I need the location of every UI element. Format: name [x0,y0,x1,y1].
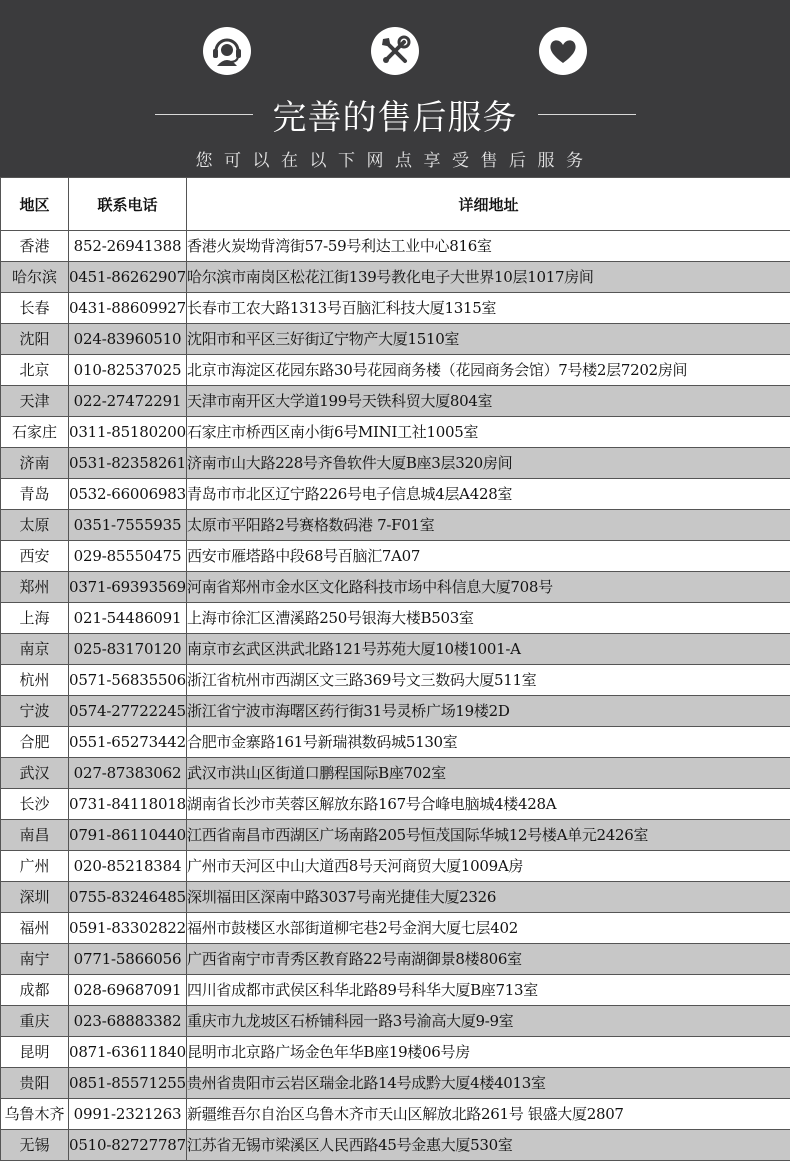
address-cell: 浙江省宁波市海曙区药行街31号灵桥广场19楼2D [187,696,790,727]
address-cell: 湖南省长沙市芙蓉区解放东路167号合峰电脑城4楼428A [187,789,790,820]
phone-cell: 024-83960510 [69,324,187,355]
table-row [1,1068,790,1099]
table-row [1,603,790,634]
address-cell: 太原市平阳路2号赛格数码港 7-F01室 [187,510,790,541]
table-row [1,479,790,510]
address-cell: 青岛市市北区辽宁路226号电子信息城4层A428室 [187,479,790,510]
address-cell: 南京市玄武区洪武北路121号苏苑大厦10楼1001-A [187,634,790,665]
region-cell: 香港 [1,231,69,262]
phone-cell: 0311-85180200 [69,417,187,448]
table-row [1,913,790,944]
table-header-row [1,178,790,231]
region-cell: 乌鲁木齐 [1,1099,69,1130]
heart-icon [539,27,587,75]
phone-cell: 0871-63611840 [69,1037,187,1068]
address-cell: 香港火炭坳背湾街57-59号利达工业中心816室 [187,231,790,262]
table-row [1,448,790,479]
region-cell: 南昌 [1,820,69,851]
phone-cell: 0371-69393569 [69,572,187,603]
region-cell: 广州 [1,851,69,882]
phone-cell: 020-85218384 [69,851,187,882]
region-cell: 成都 [1,975,69,1006]
region-cell: 南宁 [1,944,69,975]
phone-cell: 0551-65273442 [69,727,187,758]
region-cell: 深圳 [1,882,69,913]
region-cell: 合肥 [1,727,69,758]
region-cell: 天津 [1,386,69,417]
address-cell: 昆明市北京路广场金色年华B座19楼06号房 [187,1037,790,1068]
table-row [1,696,790,727]
region-cell: 南京 [1,634,69,665]
service-outlets-table [0,177,790,1161]
address-cell: 西安市雁塔路中段68号百脑汇7A07 [187,541,790,572]
table-row [1,324,790,355]
region-cell: 西安 [1,541,69,572]
title-row [0,88,790,140]
address-cell: 江苏省无锡市梁溪区人民西路45号金惠大厦530室 [187,1130,790,1161]
table-row [1,510,790,541]
column-header-phone: 联系电话 [69,178,187,231]
table-row [1,789,790,820]
column-header-address: 详细地址 [187,178,790,231]
address-cell: 新疆维吾尔自治区乌鲁木齐市天山区解放北路261号 银盛大厦2807 [187,1099,790,1130]
header-banner [0,0,790,177]
region-cell: 青岛 [1,479,69,510]
region-cell: 石家庄 [1,417,69,448]
phone-cell: 0731-84118018 [69,789,187,820]
phone-cell: 0571-56835506 [69,665,187,696]
phone-cell: 021-54486091 [69,603,187,634]
table-row [1,386,790,417]
phone-cell: 025-83170120 [69,634,187,665]
region-cell: 宁波 [1,696,69,727]
address-cell: 天津市南开区大学道199号天铁科贸大厦804室 [187,386,790,417]
address-cell: 北京市海淀区花园东路30号花园商务楼（花园商务会馆）7号楼2层7202房间 [187,355,790,386]
table-row [1,293,790,324]
region-cell: 武汉 [1,758,69,789]
phone-cell: 0851-85571255 [69,1068,187,1099]
phone-cell: 0531-82358261 [69,448,187,479]
phone-cell: 0791-86110440 [69,820,187,851]
address-cell: 合肥市金寨路161号新瑞祺数码城5130室 [187,727,790,758]
table-row [1,1037,790,1068]
table-row [1,851,790,882]
address-cell: 武汉市洪山区街道口鹏程国际B座702室 [187,758,790,789]
table-row [1,727,790,758]
region-cell: 昆明 [1,1037,69,1068]
title-divider-left [155,114,253,115]
phone-cell: 010-82537025 [69,355,187,386]
table-row [1,541,790,572]
region-cell: 重庆 [1,1006,69,1037]
customer-service-icon [203,27,251,75]
address-cell: 深圳福田区深南中路3037号南光捷佳大厦2326 [187,882,790,913]
table-row [1,572,790,603]
address-cell: 重庆市九龙坡区石桥铺科园一路3号渝高大厦9-9室 [187,1006,790,1037]
page-title: 完善的售后服务 [272,97,518,138]
region-cell: 北京 [1,355,69,386]
table-row [1,1099,790,1130]
address-cell: 江西省南昌市西湖区广场南路205号恒茂国际华城12号楼A单元2426室 [187,820,790,851]
address-cell: 河南省郑州市金水区文化路科技市场中科信息大厦708号 [187,572,790,603]
phone-cell: 0574-27722245 [69,696,187,727]
table-row [1,417,790,448]
phone-cell: 027-87383062 [69,758,187,789]
region-cell: 上海 [1,603,69,634]
address-cell: 沈阳市和平区三好街辽宁物产大厦1510室 [187,324,790,355]
title-divider-right [538,114,636,115]
column-header-region: 地区 [1,178,69,231]
tools-icon [371,27,419,75]
region-cell: 太原 [1,510,69,541]
address-cell: 四川省成都市武侯区科华北路89号科华大厦B座713室 [187,975,790,1006]
table-row [1,665,790,696]
region-cell: 无锡 [1,1130,69,1161]
table-row [1,231,790,262]
region-cell: 长沙 [1,789,69,820]
table-row [1,882,790,913]
phone-cell: 023-68883382 [69,1006,187,1037]
phone-cell: 0431-88609927 [69,293,187,324]
table-row [1,820,790,851]
phone-cell: 0351-7555935 [69,510,187,541]
region-cell: 福州 [1,913,69,944]
table-row [1,355,790,386]
page-subtitle: 您可以在以下网点享受售后服务 [195,151,595,171]
table-row [1,758,790,789]
address-cell: 广州市天河区中山大道西8号天河商贸大厦1009A房 [187,851,790,882]
region-cell: 哈尔滨 [1,262,69,293]
phone-cell: 0451-86262907 [69,262,187,293]
region-cell: 济南 [1,448,69,479]
table-body [1,231,790,1161]
table-row [1,1006,790,1037]
table-row [1,634,790,665]
address-cell: 上海市徐汇区漕溪路250号银海大楼B503室 [187,603,790,634]
address-cell: 石家庄市桥西区南小街6号MINI工社1005室 [187,417,790,448]
phone-cell: 0510-82727787 [69,1130,187,1161]
region-cell: 长春 [1,293,69,324]
phone-cell: 852-26941388 [69,231,187,262]
phone-cell: 022-27472291 [69,386,187,417]
address-cell: 济南市山大路228号齐鲁软件大厦B座3层320房间 [187,448,790,479]
phone-cell: 028-69687091 [69,975,187,1006]
region-cell: 沈阳 [1,324,69,355]
region-cell: 贵阳 [1,1068,69,1099]
address-cell: 浙江省杭州市西湖区文三路369号文三数码大厦511室 [187,665,790,696]
address-cell: 贵州省贵阳市云岩区瑞金北路14号成黔大厦4楼4013室 [187,1068,790,1099]
phone-cell: 0771-5866056 [69,944,187,975]
address-cell: 哈尔滨市南岗区松花江街139号教化电子大世界10层1017房间 [187,262,790,293]
table-row [1,975,790,1006]
table-row [1,262,790,293]
phone-cell: 0532-66006983 [69,479,187,510]
address-cell: 广西省南宁市青秀区教育路22号南湖御景8楼806室 [187,944,790,975]
phone-cell: 0591-83302822 [69,913,187,944]
table-row [1,1130,790,1161]
region-cell: 郑州 [1,572,69,603]
phone-cell: 0755-83246485 [69,882,187,913]
phone-cell: 0991-2321263 [69,1099,187,1130]
phone-cell: 029-85550475 [69,541,187,572]
table-row [1,944,790,975]
region-cell: 杭州 [1,665,69,696]
address-cell: 长春市工农大路1313号百脑汇科技大厦1315室 [187,293,790,324]
address-cell: 福州市鼓楼区水部街道柳宅巷2号金润大厦七层402 [187,913,790,944]
